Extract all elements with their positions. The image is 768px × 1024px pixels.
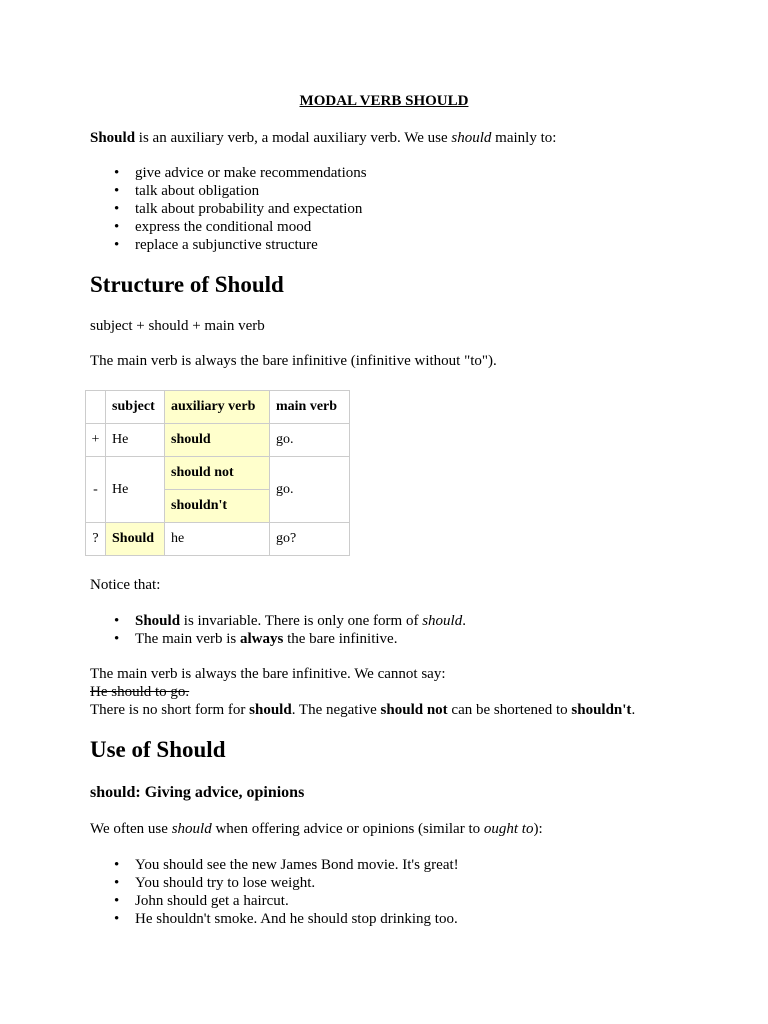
table-cell-aux: he xyxy=(165,523,270,556)
table-row xyxy=(86,424,350,457)
use-italic-1: should xyxy=(171,821,212,837)
use-heading: Use of Should xyxy=(90,737,226,762)
notice-2-text-2: the bare infinitive. xyxy=(283,631,398,647)
notice-2-bold: always xyxy=(239,631,284,647)
intro-paragraph xyxy=(90,130,556,147)
list-item: • give advice or make recommendations xyxy=(90,164,367,182)
table-sign-negative: - xyxy=(86,457,106,523)
short-form-text-4: . xyxy=(631,702,636,718)
short-form-line xyxy=(90,702,635,719)
page-title: MODAL VERB SHOULD xyxy=(299,93,469,109)
table-cell-aux: shouldn't xyxy=(165,490,270,523)
list-item: • John should get a haircut. xyxy=(90,892,459,910)
structure-formula: subject + should + main verb xyxy=(90,318,265,334)
use-text-1: We often use xyxy=(90,821,172,837)
use-paragraph xyxy=(90,821,543,838)
table-cell-main: go. xyxy=(270,424,350,457)
table-header-subject: subject xyxy=(106,391,165,424)
use-text-3: ): xyxy=(533,821,543,837)
notice-2-text-1: The main verb is xyxy=(135,631,240,647)
table-cell-subject: Should xyxy=(106,523,165,556)
short-form-text-3: can be shortened to xyxy=(447,702,572,718)
list-item: • talk about obligation xyxy=(90,182,367,200)
notice-1-bold: Should xyxy=(135,613,181,629)
notice-1-italic: should xyxy=(422,613,463,629)
cannot-line: The main verb is always the bare infinitive. We cannot say: xyxy=(90,666,446,682)
table-row xyxy=(86,523,350,556)
table-row xyxy=(86,457,350,490)
short-form-text-1: There is no short form for xyxy=(90,702,250,718)
table-corner-cell xyxy=(86,391,106,424)
short-form-bold-1: should xyxy=(249,702,292,718)
list-item xyxy=(90,630,466,648)
table-header-main: main verb xyxy=(270,391,350,424)
short-form-text-2: . The negative xyxy=(291,702,381,718)
short-form-bold-2: should not xyxy=(380,702,448,718)
intro-should-italic: should xyxy=(451,130,492,146)
table-cell-main: go? xyxy=(270,523,350,556)
uses-list xyxy=(90,164,367,254)
notice-1-text-2: . xyxy=(462,613,466,629)
structure-table xyxy=(85,390,350,556)
table-cell-subject: He xyxy=(106,424,165,457)
list-item: • talk about probability and expectation xyxy=(90,200,367,218)
list-item: • replace a subjunctive structure xyxy=(90,236,367,254)
table-header-aux: auxiliary verb xyxy=(165,391,270,424)
intro-should-bold: Should xyxy=(90,130,136,146)
list-item: • He shouldn't smoke. And he should stop drinking too. xyxy=(90,910,459,928)
table-cell-main: go. xyxy=(270,457,350,523)
examples-list xyxy=(90,856,459,928)
list-item: • You should try to lose weight. xyxy=(90,874,459,892)
intro-text-1: is an auxiliary verb, a modal auxiliary verb. We use xyxy=(135,130,452,146)
use-italic-2: ought to xyxy=(483,821,534,837)
list-item: • You should see the new James Bond movie. It's great! xyxy=(90,856,459,874)
use-subheading: should: Giving advice, opinions xyxy=(90,784,305,801)
structure-note: The main verb is always the bare infinitive (infinitive without "to"). xyxy=(90,353,497,369)
table-cell-aux: should not xyxy=(165,457,270,490)
notice-1-text-1: is invariable. There is only one form of xyxy=(180,613,423,629)
table-sign-question: ? xyxy=(86,523,106,556)
intro-text-2: mainly to: xyxy=(491,130,557,146)
table-cell-subject: He xyxy=(106,457,165,523)
list-item xyxy=(90,612,466,630)
table-sign-positive: + xyxy=(86,424,106,457)
notice-list xyxy=(90,612,466,648)
short-form-bold-3: shouldn't xyxy=(571,702,632,718)
structure-heading: Structure of Should xyxy=(90,272,284,297)
wrong-example: He should to go. xyxy=(90,684,190,700)
list-item: • express the conditional mood xyxy=(90,218,367,236)
table-cell-aux: should xyxy=(165,424,270,457)
notice-heading: Notice that: xyxy=(90,577,161,593)
use-text-2: when offering advice or opinions (similar to xyxy=(211,821,484,837)
table-header-row xyxy=(86,391,350,424)
